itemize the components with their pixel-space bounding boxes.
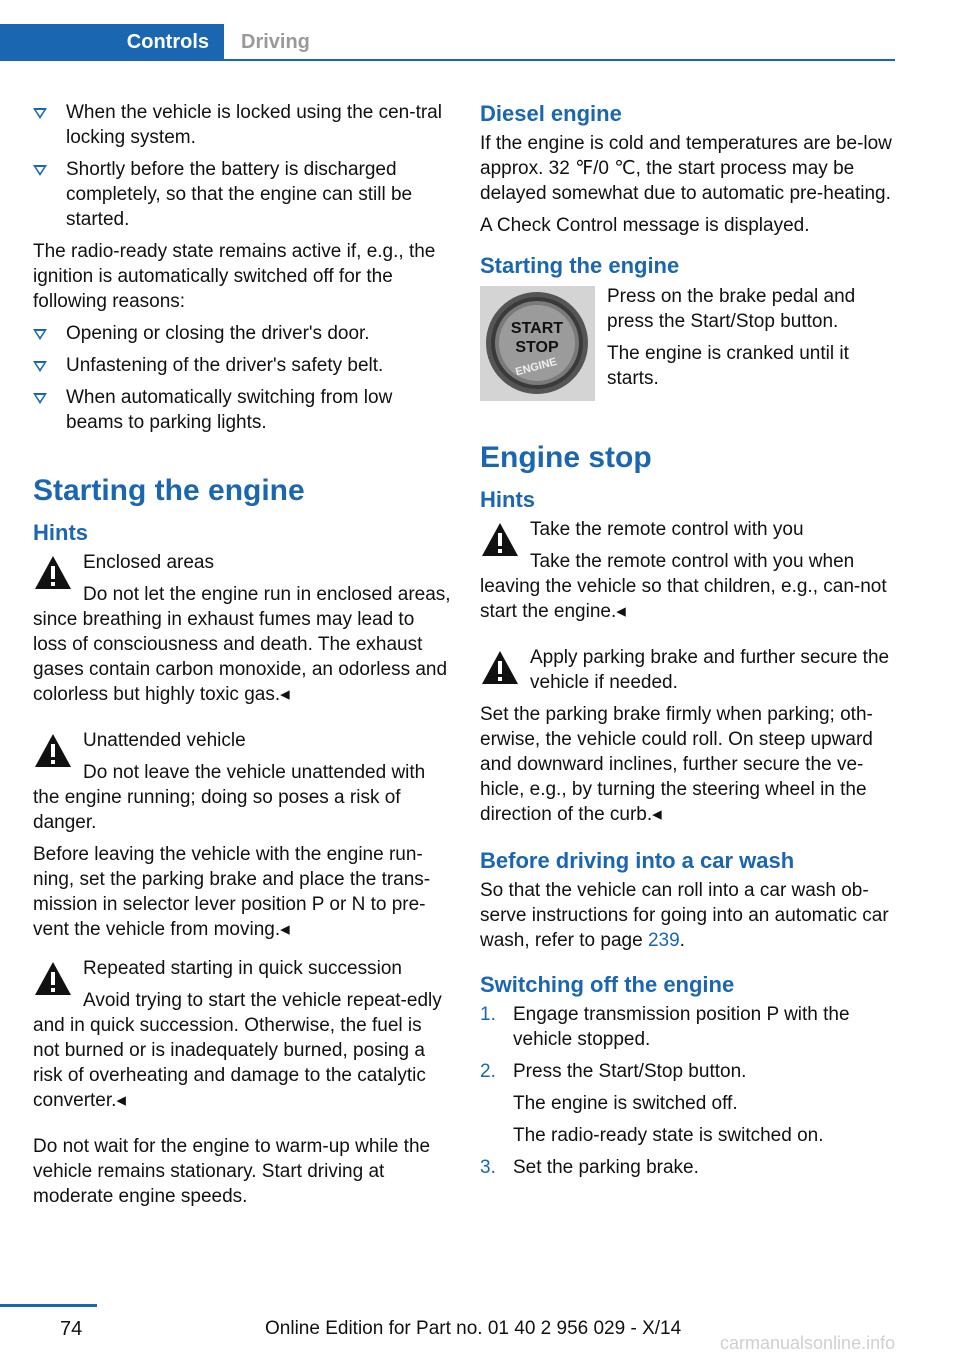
footer-line (0, 1304, 97, 1307)
tab-driving[interactable]: Driving (241, 31, 310, 53)
warning-icon (33, 732, 73, 770)
warning-unattended-vehicle: Unattended vehicle Do not leave the vehicle unattended with the engine running; doing so poses a risk of danger. (33, 730, 426, 833)
triangle-bullet-icon (33, 361, 47, 372)
list-item: When the vehicle is locked using the cen-tral locking system. (33, 100, 451, 150)
left-column (33, 100, 451, 1216)
edition-text: Online Edition for Part no. 01 40 2 956 029 - X/14 (265, 1318, 682, 1339)
car-wash-heading: Before driving into a car wash (480, 848, 795, 873)
paragraph: So that the vehicle can roll into a car wash ob-serve instructions for going into an automatic car wash, refer to page 239. (480, 880, 889, 951)
watermark: carmanualsonline.info (720, 1333, 896, 1353)
triangle-bullet-icon (33, 393, 47, 404)
paragraph: Do not wait for the engine to warm-up while the vehicle remains stationary. Start driving at moderate engine speeds. (33, 1136, 431, 1207)
stop-label: STOP (515, 339, 559, 356)
start-instructions: Press on the brake pedal and press the Start/Stop button. The engine is cranked until it starts. (607, 286, 856, 389)
header-underline (0, 59, 895, 61)
start-stop-section (480, 284, 898, 404)
paragraph: The radio-ready state is switched on. (513, 1125, 824, 1146)
start-label: START (510, 320, 564, 337)
switching-off-heading: Switching off the engine (480, 972, 735, 997)
starting-engine-heading: Starting the engine (480, 253, 680, 278)
warning-enclosed-areas: Enclosed areas Do not let the engine run in enclosed areas, since breathing in exhaust fumes may lead to loss of consciousness and death. The exhaust gases contain carbon monoxide, an odorless and colorless but highly toxic gas.◂ (33, 552, 451, 705)
page-link-239[interactable]: 239 (647, 930, 680, 951)
start-stop-button-image (480, 286, 595, 401)
list-item: When automatically switching from low beams to parking lights. (33, 385, 451, 435)
warning-icon (33, 554, 73, 592)
list-item: 1. Engage transmission position P with the vehicle stopped. (480, 1004, 850, 1050)
warning-remote-control: Take the remote control with you Take the remote control with you when leaving the vehicle so that children, e.g., can-not start the engine.◂ (480, 519, 887, 622)
warning-parking-brake: Apply parking brake and further secure the vehicle if needed. (480, 645, 898, 695)
warning-repeated-starting: Repeated starting in quick succession Avoid trying to start the vehicle repeat-edly and in quick succession. Otherwise, the fuel is not burned or is inadequately burned, posing a risk of overheating and damage to the catalytic converter.◂ (33, 958, 442, 1111)
paragraph: Set the parking brake firmly when parking; oth-erwise, the vehicle could roll. On steep upward and downward inclines, further secure the ve-hicle, e.g., by turning the steering wheel in the direction of the curb.◂ (480, 704, 873, 825)
section-title-starting-engine: Starting the engine (33, 474, 305, 507)
warning-icon (480, 521, 520, 559)
list-item: Opening or closing the driver's door. (33, 321, 451, 346)
page-header (0, 0, 895, 62)
list-item: Shortly before the battery is discharged completely, so that the engine can still be started. (33, 157, 451, 232)
warning-icon (33, 960, 73, 998)
paragraph: The radio-ready state remains active if, e.g., the ignition is automatically switched off for the following reasons: (33, 241, 436, 312)
section-title-engine-stop: Engine stop (480, 441, 652, 474)
engine-label: ENGINE (514, 355, 559, 379)
list-item: 2. Press the Start/Stop button. (480, 1061, 747, 1082)
paragraph: If the engine is cold and temperatures are be-low approx. 32 ℉/0 ℃, the start process may be delayed somewhat due to automatic pre-heating. (480, 133, 892, 204)
triangle-bullet-icon (33, 108, 47, 119)
warning-icon (480, 649, 520, 687)
hints-heading: Hints (480, 487, 535, 512)
hints-heading: Hints (33, 520, 88, 545)
list-item: Unfastening of the driver's safety belt. (33, 353, 451, 378)
page-number: 74 (60, 1318, 83, 1340)
tab-controls[interactable]: Controls (0, 24, 224, 61)
start-stop-button-icon (480, 286, 595, 401)
paragraph: The engine is switched off. (513, 1093, 738, 1114)
diesel-engine-heading: Diesel engine (480, 101, 622, 126)
list-item: 3. Set the parking brake. (480, 1157, 699, 1178)
right-column (480, 100, 898, 1187)
triangle-bullet-icon (33, 165, 47, 176)
paragraph: Before leaving the vehicle with the engine run-ning, set the parking brake and place the trans-mission in selector lever position P or N to pre-vent the vehicle from moving.◂ (33, 844, 431, 940)
paragraph: A Check Control message is displayed. (480, 215, 810, 236)
triangle-bullet-icon (33, 329, 47, 340)
